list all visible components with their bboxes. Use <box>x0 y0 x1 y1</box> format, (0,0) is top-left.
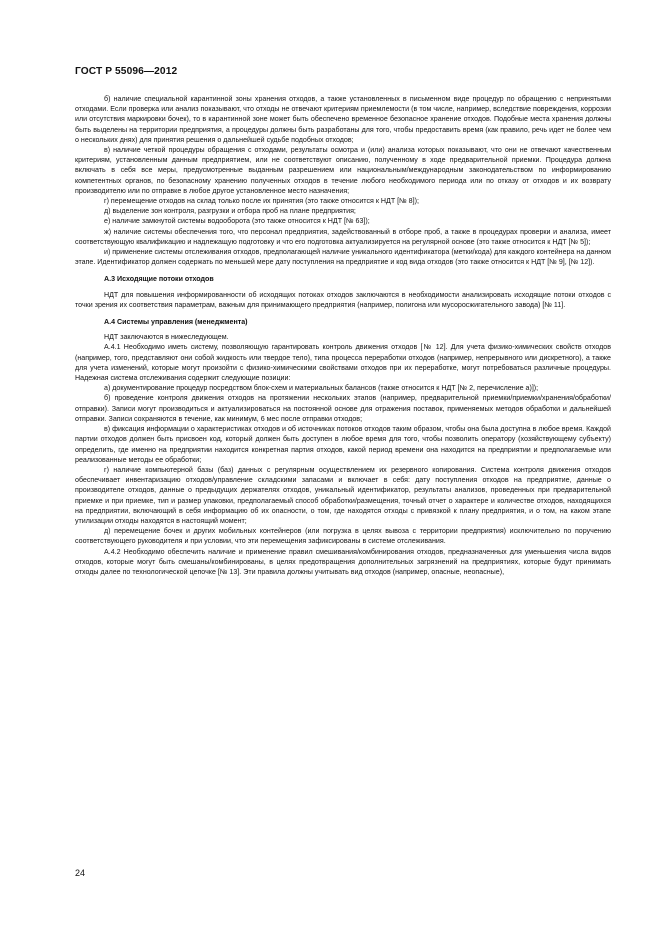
paragraph-v-info: в) фиксация информации о характеристиках отходов и об источниках потоков отходов таким образом, чтобы она была доступна в любое время. Каждой партии отходов должен быть присвоен код, который должен быть доступен в любое время для того, чтобы позволить оператору (хозяйствующему субъекту) определить, где именно на предприятии находится конкретная партия отходов, какой период времени она находится на предприятии и предполагаемые или реализованные методы ее обработки; <box>75 425 611 464</box>
paragraph-d-zones: д) выделение зон контроля, разгрузки и отбора проб на плане предприятия; <box>104 207 356 216</box>
paragraph-zh-personnel: ж) наличие системы обеспечения того, что персонал предприятия, задействованный в отборе проб, а также в процедурах проверки и анализа, имеет соответствующую квалификацию и надлежащую подготовку и что его подготовка актуализируется на регулярной основе (это также относится к НДТ [№ 5]); <box>75 227 611 246</box>
paragraph-b-control: б) проведение контроля движения отходов на протяжении нескольких этапов (например, предварительной приемки/приемки/хранения/обработки/отправки). Записи могут производиться и актуализироваться на постоянной основе для отражения поставок, применяемых методов обработки и дальнейшей отправки. Записи сохраняются в течение, как минимум, 6 мес после отправки отходов; <box>75 394 611 423</box>
paragraph-a41: А.4.1 Необходимо иметь систему, позволяющую гарантировать контроль движения отходов [№ 12]. Для учета физико-химических свойств отходов (например, того, представляют они собой жидкость или твердое тело), типа процесса переработки отходов (например, непрерывного или дискретного), а также для учета изменений, которые могут произойти с физико-химическими свойствами отходов при их переработке, могут потребоваться различные процедуры. Надежная система отслеживания содержит следующие позиции: <box>75 343 611 383</box>
paragraph-e-water: е) наличие замкнутой системы водооборота (это также относится к НДТ [№ 63]); <box>104 217 370 226</box>
section-heading-a4: А.4 Системы управления (менеджмента) <box>104 318 248 327</box>
paragraph-i-tracking: и) применение системы отслеживания отходов, предполагающей наличие уникального идентификатора (метки/кода) для каждого контейнера на данном этапе. Идентификатор должен содержать по меньшей мере дату поступления на предприятие и код вида отходов (это также относится к НДТ [№ 9], [№ 12]). <box>75 248 611 267</box>
paragraph-outgoing-streams: НДТ для повышения информированности об исходящих потоках отходов заключаются в необходимости анализировать исходящие потоки отходов с точки зрения их соответствия параметрам, важным для принимающего предприятия (например, полигона или мусоросжигательного завода) [№ 11]. <box>75 290 611 309</box>
paragraph-d-drums: д) перемещение бочек и других мобильных контейнеров (или погрузка в целях вывоза с территории предприятия) исключительно по поручению соответствующего руководителя и при условии, что эти перемещения зафиксированы в системе отслеживания. <box>75 527 611 546</box>
paragraph-a-documentation: а) документирование процедур посредством блок-схем и материальных балансов (также относится к НДТ [№ 2, перечисление а)]); <box>104 384 539 393</box>
document-body <box>75 94 611 577</box>
paragraph-intro: НДТ заключаются в нижеследующем. <box>104 333 229 342</box>
paragraph-g-warehouse: г) перемещение отходов на склад только после их принятия (это также относится к НДТ [№ 8]); <box>104 197 419 206</box>
paragraph-v-procedure: в) наличие четкой процедуры обращения с отходами, результаты осмотра и (или) анализа которых показывают, что они не отвечают качественным критериям, установленным данным предприятием, или не соответствуют описанию, полученному в ходе предварительной приемки. Процедура должна включать в себя все меры, предусмотренные выданным разрешением или национальным/международным законодательством по информированию компетентных органов, по безопасному хранению полученных отходов в течение любого необходимого периода или по отказу от отходов и их возврату производителю или по отправке в любое другое установленное место назначения; <box>75 146 611 195</box>
paragraph-b-quarantine: б) наличие специальной карантинной зоны хранения отходов, а также установленных в письменном виде процедур по обращению с непринятыми отходами. Если проверка или анализ показывают, что отходы не отвечают критериям приемлемости (в том числе, например, вследствие повреждения, коррозии или отсутствия маркировки бочек), то в карантинной зоне может быть обеспечено временное безопасное хранение отходов. Подобные места хранения должны быть выделены на территории предприятия, а процедуры должны быть разработаны для того, чтобы предоставить время (как правило, речь идет не более чем о нескольких днях) для принятия решения о дальнейшей судьбе подобных отходов; <box>75 95 611 144</box>
page-number: 24 <box>75 868 86 878</box>
paragraph-g-database: г) наличие компьютерной базы (баз) данных с регулярным осуществлением их резервного копирования. Система контроля движения отходов обеспечивает инвентаризацию отходов/управление складскими запасами и включает в себя: дату поступления отходов на предприятие, данные о производителе отходов, данные о предыдущих держателях отходов, уникальный идентификатор, результаты анализов, проведенных при предварительной приемке и при приемке, тип и размер упаковки, предполагаемый способ обработки/размещения, точный отчет о характере и количестве отходов, находящихся на предприятии, включающий в себя информацию об их опасности, о том, где находятся отходы с привязкой к плану предприятия, и о том, на каком этапе утилизации отходы находятся в настоящий момент; <box>75 465 611 525</box>
paragraph-a42: А.4.2 Необходимо обеспечить наличие и применение правил смешивания/комбинирования отходов, предназначенных для уменьшения числа видов отходов, которые могут быть смешаны/комбинированы, в целях предотвращения дополнительных загрязнений на предприятиях, которые будут принимать отходы далее по технологической цепочке [№ 13]. Эти правила должны учитывать вид отходов (например, опасные, неопасные), <box>75 547 611 576</box>
section-heading-a3: А.3 Исходящие потоки отходов <box>104 275 214 284</box>
document-header-id: ГОСТ Р 55096—2012 <box>75 66 178 77</box>
